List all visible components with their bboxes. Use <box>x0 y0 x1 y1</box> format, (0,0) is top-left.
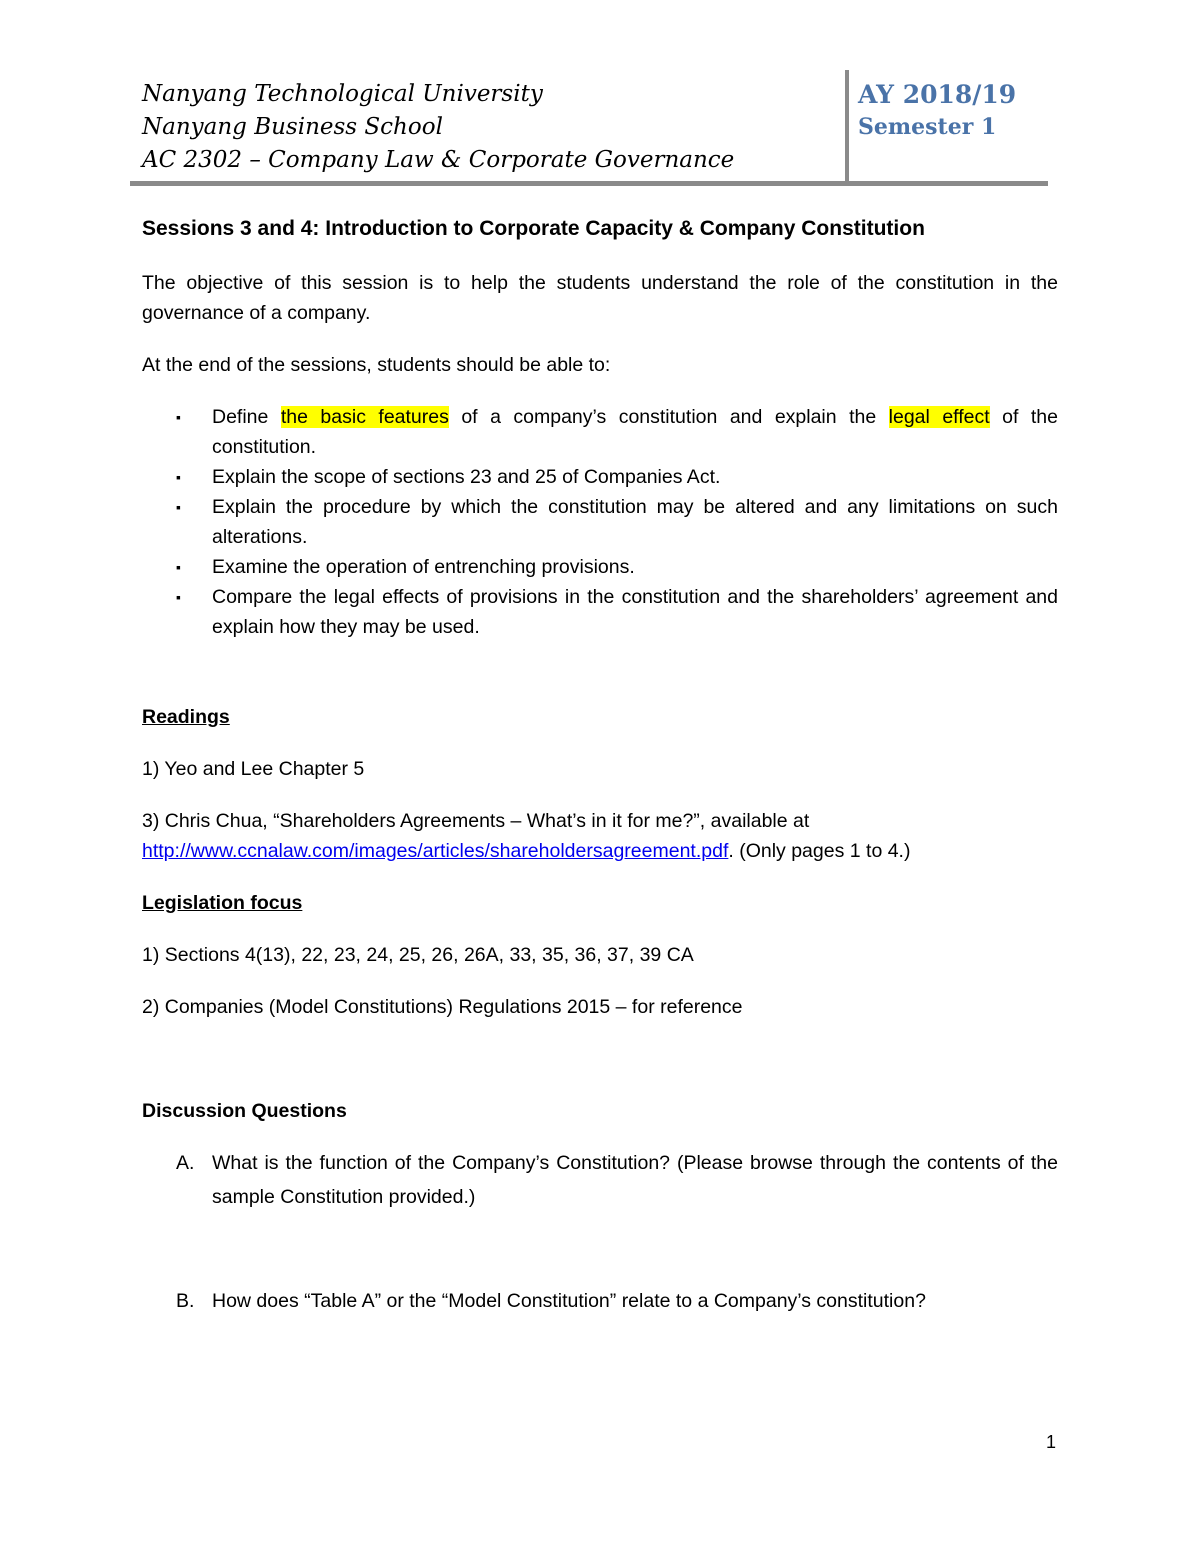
document-body <box>142 214 1058 1318</box>
course-name: AC 2302 – Company Law & Corporate Governance <box>142 147 735 173</box>
semester: Semester 1 <box>858 114 997 140</box>
legislation-heading: Legislation focus <box>142 892 303 914</box>
discussion-heading: Discussion Questions <box>142 1100 347 1122</box>
square-bullet-icon: ▪ <box>176 589 181 605</box>
reading-item-3-link-line: http://www.ccnalaw.com/images/articles/shareholdersagreement.pdf. (Only pages 1 to 4.) <box>142 840 911 862</box>
header-course-info <box>142 78 842 177</box>
page-number: 1 <box>1046 1432 1057 1452</box>
discussion-question-b: B. How does “Table A” or the “Model Constitution” relate to a Company’s constitution? <box>176 1290 926 1312</box>
reading-item-3: 3) Chris Chua, “Shareholders Agreements – What’s in it for me?”, available at <box>142 810 810 832</box>
reading-item-1: 1) Yeo and Lee Chapter 5 <box>142 758 365 780</box>
header-vertical-divider <box>845 70 849 184</box>
objective-paragraph: The objective of this session is to help the students understand the role of the constitution in the governance of a company. <box>142 272 1058 324</box>
list-item: ▪ Compare the legal effects of provisions in the constitution and the shareholders’ agreement and explain how they may be used. <box>142 582 1058 642</box>
outcomes-list <box>142 402 1058 642</box>
list-item: ▪ Explain the scope of sections 23 and 25 of Companies Act. <box>142 462 1058 492</box>
school-name: Nanyang Business School <box>142 114 443 140</box>
header-term-info <box>858 78 1016 144</box>
university-name: Nanyang Technological University <box>142 81 543 107</box>
header-horizontal-divider <box>130 181 1048 186</box>
list-item: ▪ Define the basic features of a company’s constitution and explain the legal effect of the constitution. <box>142 402 1058 462</box>
list-item: ▪ Examine the operation of entrenching provisions. <box>142 552 1058 582</box>
square-bullet-icon: ▪ <box>176 559 181 575</box>
square-bullet-icon: ▪ <box>176 499 181 515</box>
discussion-question-a: A. What is the function of the Company’s Constitution? (Please browse through the contents of the sample Constitution provided.) <box>176 1152 1058 1208</box>
legislation-item-1: 1) Sections 4(13), 22, 23, 24, 25, 26, 26A, 33, 35, 36, 37, 39 CA <box>142 944 694 966</box>
highlight-legal-effect: legal effect <box>888 406 990 428</box>
square-bullet-icon: ▪ <box>176 409 181 425</box>
list-item: ▪ Explain the procedure by which the constitution may be altered and any limitations on such alterations. <box>142 492 1058 552</box>
shareholders-agreement-link[interactable]: http://www.ccnalaw.com/images/articles/shareholdersagreement.pdf <box>142 840 729 862</box>
legislation-item-2: 2) Companies (Model Constitutions) Regulations 2015 – for reference <box>142 996 743 1018</box>
square-bullet-icon: ▪ <box>176 469 181 485</box>
highlight-basic-features: the basic features <box>280 406 449 428</box>
page-title: Sessions 3 and 4: Introduction to Corporate Capacity & Company Constitution <box>142 217 925 240</box>
readings-heading: Readings <box>142 706 230 728</box>
academic-year: AY 2018/19 <box>858 80 1017 109</box>
outcomes-intro: At the end of the sessions, students should be able to: <box>142 354 611 376</box>
